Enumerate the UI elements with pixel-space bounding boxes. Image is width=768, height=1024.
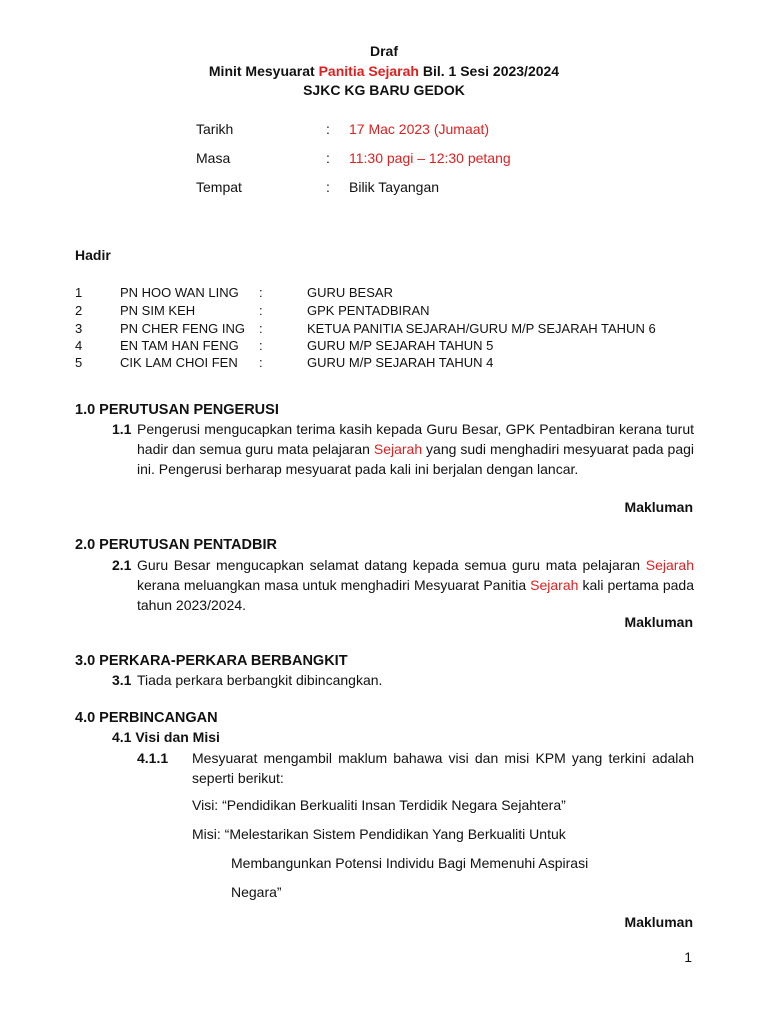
item-text-3-1: Tiada perkara berbangkit dibincangkan. — [137, 672, 383, 688]
attendance-name: PN HOO WAN LING — [120, 285, 239, 300]
mission-line-1: Misi: “Melestarikan Sistem Pendidikan Yang Berkualiti Untuk — [192, 826, 566, 842]
attendance-role: GURU M/P SEJARAH TAHUN 4 — [307, 355, 494, 370]
vision-statement: Visi: “Pendidikan Berkualiti Insan Terdidik Negara Sejahtera” — [192, 797, 566, 813]
note-tag-2: Makluman — [624, 614, 693, 630]
item-number-4-1-1: 4.1.1 — [137, 750, 169, 766]
item-number-1-1: 1.1 — [112, 421, 132, 437]
subsection-heading-4-1: 4.1 Visi dan Misi — [112, 729, 220, 745]
title-highlight: Panitia Sejarah — [318, 63, 419, 79]
meta-label: Tempat — [196, 179, 242, 195]
attendance-number: 3 — [75, 321, 83, 336]
attendance-role: GURU M/P SEJARAH TAHUN 5 — [307, 338, 494, 353]
attendance-separator: : — [259, 303, 263, 318]
attendance-number: 2 — [75, 303, 83, 318]
meta-label: Masa — [196, 150, 231, 166]
subject-highlight: Sejarah — [373, 441, 423, 457]
item-number-3-1: 3.1 — [112, 672, 132, 688]
item-text-part: kerana meluangkan masa untuk menghadiri Mesyuarat Panitia — [137, 577, 531, 593]
note-tag-4: Makluman — [624, 914, 693, 930]
attendance-role: KETUA PANITIA SEJARAH/GURU M/P SEJARAH TAHUN 6 — [307, 321, 656, 336]
item-text-part: Pengerusi mengucapkan terima kasih kepada Guru Besar, GPK Pentadbiran kerana turut hadir dan semua guru mata pelajaran — [137, 421, 694, 457]
document-title — [0, 63, 768, 79]
attendance-heading: Hadir — [75, 247, 111, 263]
mission-line-2: Membangunkan Potensi Individu Bagi Memenuhi Aspirasi — [231, 855, 589, 871]
school-name: SJKC KG BARU GEDOK — [303, 82, 465, 98]
attendance-name: EN TAM HAN FENG — [120, 338, 239, 353]
attendance-number: 4 — [75, 338, 83, 353]
meta-separator: : — [326, 121, 330, 137]
mission-line-3: Negara” — [231, 884, 282, 900]
attendance-role: GURU BESAR — [307, 285, 393, 300]
subject-highlight: Sejarah — [530, 577, 579, 593]
attendance-separator: : — [259, 355, 263, 370]
draft-label: Draf — [369, 43, 398, 59]
item-text-part: yang sudi menghadiri mesyuarat pada pagi ini. Pengerusi berharap mesyuarat pada kali ini berjalan dengan lancar. — [137, 441, 694, 477]
note-tag-1: Makluman — [624, 499, 693, 515]
section-heading-2: 2.0 PERUTUSAN PENTADBIR — [75, 537, 277, 553]
item-text-part: kali pertama pada tahun 2023/2024. — [137, 577, 694, 613]
meta-separator: : — [326, 150, 330, 166]
item-text-part: Guru Besar mengucapkan selamat datang kepada semua guru mata pelajaran — [137, 557, 646, 573]
meta-value: Bilik Tayangan — [349, 179, 440, 195]
item-text-4-1-1: Mesyuarat mengambil maklum bahawa visi dan misi KPM yang terkini adalah seperti berikut: — [192, 750, 694, 786]
attendance-separator: : — [259, 338, 263, 353]
meta-label: Tarikh — [196, 121, 234, 137]
item-number-2-1: 2.1 — [112, 557, 132, 573]
attendance-name: CIK LAM CHOI FEN — [120, 355, 238, 370]
section-heading-3: 3.0 PERKARA-PERKARA BERBANGKIT — [75, 653, 348, 669]
attendance-separator: : — [259, 321, 263, 336]
page-number: 1 — [684, 949, 692, 965]
meta-separator: : — [326, 179, 330, 195]
title-prefix: Minit Mesyuarat — [208, 63, 319, 79]
item-text-1-1 — [137, 419, 694, 479]
attendance-role: GPK PENTADBIRAN — [307, 303, 430, 318]
attendance-name: PN CHER FENG ING — [120, 321, 245, 336]
attendance-separator: : — [259, 285, 263, 300]
meta-value: 17 Mac 2023 (Jumaat) — [349, 121, 490, 137]
section-heading-1: 1.0 PERUTUSAN PENGERUSI — [75, 402, 279, 418]
attendance-number: 5 — [75, 355, 83, 370]
meta-value: 11:30 pagi – 12:30 petang — [349, 150, 511, 166]
section-heading-4: 4.0 PERBINCANGAN — [75, 710, 218, 726]
subject-highlight: Sejarah — [645, 557, 694, 573]
item-text-2-1 — [137, 555, 694, 615]
attendance-name: PN SIM KEH — [120, 303, 196, 318]
attendance-number: 1 — [75, 285, 83, 300]
title-suffix: Bil. 1 Sesi 2023/2024 — [418, 63, 560, 79]
